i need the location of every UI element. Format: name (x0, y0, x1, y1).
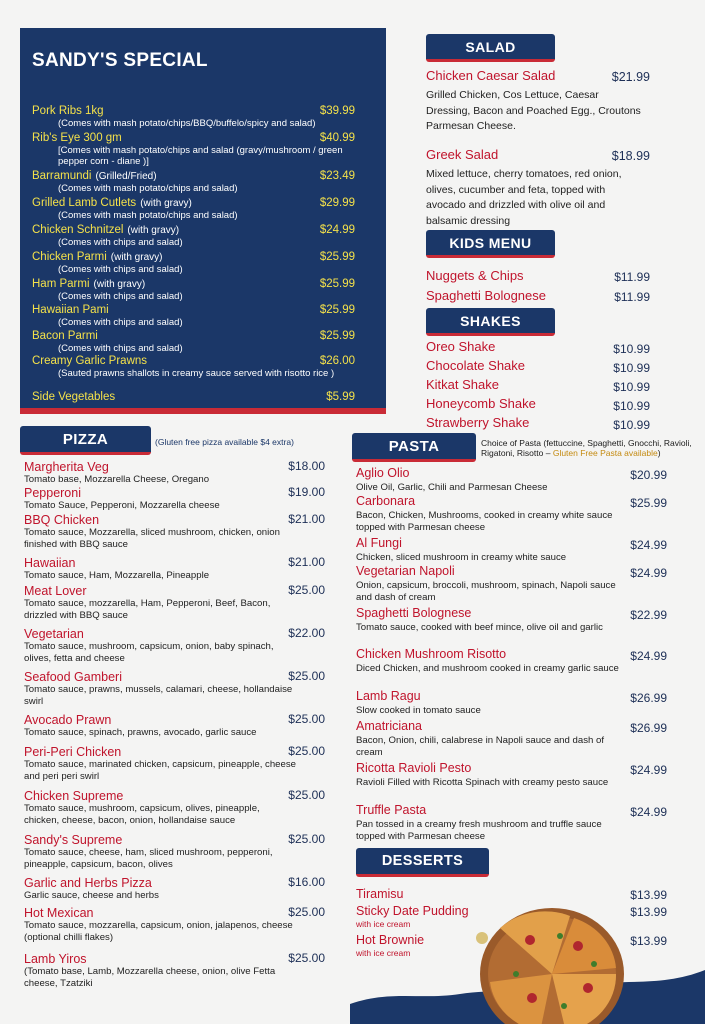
pizza-item-name: Margherita Veg (24, 460, 109, 474)
special-item-price: $5.99 (326, 391, 355, 403)
pasta-item-desc: Onion, capsicum, broccoli, mushroom, spinach, Napoli sauce and dash of cream (356, 580, 616, 603)
pizza-item-desc: Tomato sauce, marinated chicken, capsicum, pineapple, cheese and peri peri swirl (24, 759, 296, 782)
special-item (32, 330, 355, 343)
pizza-item-name: Garlic and Herbs Pizza (24, 876, 152, 890)
pasta-item-price: $25.99 (630, 496, 667, 510)
special-item-name (32, 105, 108, 118)
pizza-item-price: $25.00 (288, 832, 325, 846)
special-item-desc: (Comes with mash potato/chips and salad) (58, 210, 238, 221)
special-item-title: Pork Ribs 1kg (32, 105, 104, 117)
special-item-name (32, 251, 162, 264)
pizza-item-price: $25.00 (288, 669, 325, 683)
salad-item-name: Chicken Caesar Salad (426, 68, 556, 83)
pasta-note-end: ) (657, 448, 661, 458)
shake-item-name: Kitkat Shake (426, 377, 499, 392)
special-item (32, 224, 355, 237)
kids-item-name: Spaghetti Bolognese (426, 288, 546, 303)
salad-item-name: Greek Salad (426, 147, 499, 162)
pasta-item-price: $20.99 (630, 468, 667, 482)
special-item-name (32, 170, 157, 183)
special-item-price: $25.99 (319, 278, 355, 290)
pizza-item-desc: Tomato sauce, Ham, Mozzarella, Pineapple (24, 570, 210, 581)
dessert-item-desc: with ice cream (356, 919, 411, 929)
salad-item-price: $21.99 (611, 70, 650, 84)
kids-item-price: $11.99 (614, 290, 650, 304)
shakes-badge (426, 308, 555, 336)
kids-title: KIDS MENU (449, 234, 532, 251)
pasta-item-name: Spaghetti Bolognese (356, 606, 472, 620)
salad-badge (426, 34, 555, 62)
salad-item-desc: Grilled Chicken, Cos Lettuce, Caesar Dressing, Bacon and Poached Egg., Croutons Parmesan Cheese. (426, 89, 641, 132)
special-item-price: $39.99 (319, 105, 355, 117)
pizza-item-price: $16.00 (288, 875, 325, 889)
pasta-item-price: $26.99 (630, 721, 667, 735)
special-item-desc: (Sauted prawns shallots in creamy sauce served with risotto rice ) (58, 368, 335, 379)
special-item-desc: (Comes with mash potato/chips and salad) (58, 183, 238, 194)
special-item (32, 132, 355, 145)
desserts-title: DESSERTS (381, 853, 464, 869)
special-title: SANDY'S SPECIAL (32, 50, 208, 71)
pasta-item-desc: Pan tossed in a creamy fresh mushroom and truffle sauce topped with Parmesan cheese (356, 819, 602, 842)
pasta-item-name: Aglio Olio (356, 466, 410, 480)
shake-item-price: $10.99 (613, 361, 650, 375)
pasta-item-name: Lamb Ragu (356, 689, 421, 703)
special-item-name (32, 197, 192, 210)
special-item (32, 251, 355, 264)
special-item-title: Side Vegetables (32, 391, 116, 403)
dessert-item-name: Tiramisu (356, 887, 404, 901)
pasta-item-price: $24.99 (630, 649, 667, 663)
pizza-item-desc: Tomato base, Mozzarella Cheese, Oregano (24, 474, 210, 485)
special-item (32, 105, 355, 118)
special-item-name (32, 132, 126, 145)
pasta-item-desc: Chicken, sliced mushroom in creamy white sauce (356, 552, 567, 563)
special-item-name (32, 391, 119, 404)
special-item-desc: (Comes with chips and salad) (58, 317, 183, 328)
pizza-title: PIZZA (62, 430, 109, 448)
pasta-item-desc: Bacon, Chicken, Mushrooms, cooked in creamy white sauce topped with Parmesan cheese (356, 510, 613, 533)
pasta-item-name: Chicken Mushroom Risotto (356, 647, 507, 661)
shake-item-name: Oreo Shake (426, 339, 496, 354)
special-item-name (32, 355, 151, 368)
special-item-title: Bacon Parmi (32, 330, 98, 342)
dessert-item-desc: with ice cream (356, 948, 411, 958)
special-item-note: (with gravy) (127, 225, 180, 236)
special-item-title: Rib's Eye 300 gm (32, 132, 122, 144)
kids-menu-badge (426, 230, 555, 258)
pasta-item-desc: Tomato sauce, cooked with beef mince, olive oil and garlic (356, 622, 603, 633)
pizza-item-name: Peri-Peri Chicken (24, 745, 122, 759)
shake-item-price: $10.99 (613, 418, 650, 432)
pasta-item-name: Amatriciana (356, 719, 422, 733)
shake-item-name: Strawberry Shake (426, 415, 530, 430)
special-item-name (32, 304, 113, 317)
pizza-item-price: $19.00 (288, 485, 325, 499)
pizza-item-desc: Tomato sauce, mushroom, capsicum, olives, pineapple, chicken, cheese, bacon, onion, hollandaise sauce (24, 803, 260, 826)
special-item-title: Barramundi (32, 170, 92, 182)
special-item-desc: (Comes with mash potato/chips/BBQ/buffelo/spicy and salad) (58, 118, 316, 129)
special-item-note: (with gravy) (140, 198, 192, 209)
pizza-item-name: Meat Lover (24, 584, 87, 598)
pasta-item-price: $24.99 (630, 566, 667, 580)
pizza-item-desc: Tomato sauce, Mozzarella, sliced mushroom, chicken, onion finished with BBQ sauce (24, 527, 280, 550)
special-item-desc: (Comes with chips and salad) (58, 343, 183, 354)
pasta-item-name: Ricotta Ravioli Pesto (356, 761, 472, 775)
special-item-name (32, 330, 102, 343)
pasta-item-desc: Slow cooked in tomato sauce (356, 705, 481, 716)
pasta-item-desc: Diced Chicken, and mushroom cooked in creamy garlic sauce (356, 663, 619, 674)
pasta-gluten-free-note: Gluten Free Pasta available (552, 448, 658, 458)
pizza-board-icon (470, 898, 630, 1024)
pizza-item-desc: Garlic sauce, cheese and herbs (24, 890, 159, 901)
special-item-price: $29.99 (319, 197, 355, 209)
pasta-badge (352, 433, 476, 462)
special-item-name (32, 224, 179, 237)
special-item-title: Hawaiian Pami (32, 304, 109, 316)
special-item-price: $24.99 (319, 224, 355, 236)
pizza-item-name: Hawaiian (24, 556, 76, 570)
special-item-price: $23.49 (319, 170, 355, 182)
pasta-item-price: $24.99 (630, 763, 667, 777)
pizza-item-name: Avocado Prawn (24, 713, 112, 727)
special-item (32, 170, 355, 183)
pizza-item-price: $25.00 (288, 788, 325, 802)
pasta-item-desc: Ravioli Filled with Ricotta Spinach with creamy pesto sauce (356, 777, 609, 788)
shake-item-name: Honeycomb Shake (426, 396, 536, 411)
dessert-item-name: Hot Brownie (356, 933, 425, 947)
special-item-title: Grilled Lamb Cutlets (32, 197, 137, 209)
pizza-item-price: $22.00 (288, 626, 325, 640)
special-item-note: (Grilled/Fried) (95, 171, 157, 182)
special-item-note: (with gravy) (93, 279, 146, 290)
special-item-price: $25.99 (319, 251, 355, 263)
pizza-item-price: $21.00 (288, 512, 325, 526)
pizza-item-name: Pepperoni (24, 486, 81, 500)
shake-item-price: $10.99 (613, 342, 650, 356)
pasta-item-desc: Olive Oil, Garlic, Chili and Parmesan Cheese (356, 482, 548, 493)
dessert-item-name: Sticky Date Pudding (356, 904, 469, 918)
special-item-desc: [Comes with mash potato/chips and salad (gravy/mushroom / green pepper corn - diane )] (58, 145, 343, 167)
pizza-item-desc: Tomato sauce, cheese, ham, sliced mushroom, pepperoni, pineapple, capsicum, bacon, olives (24, 847, 273, 870)
special-item-title: Creamy Garlic Prawns (32, 355, 148, 367)
dessert-item-price: $13.99 (630, 905, 667, 919)
pizza-item-price: $25.00 (288, 712, 325, 726)
dessert-item-price: $13.99 (630, 934, 667, 948)
pizza-item-desc: Tomato sauce, mushroom, capsicum, onion, baby spinach, olives, fetta and cheese (24, 641, 274, 664)
pasta-item-name: Carbonara (356, 494, 416, 508)
pasta-item-name: Truffle Pasta (356, 803, 427, 817)
pizza-item-name: Chicken Supreme (24, 789, 124, 803)
special-item-price: $40.99 (319, 132, 355, 144)
pizza-item-desc: Tomato sauce, spinach, prawns, avocado, garlic sauce (24, 727, 257, 738)
shake-item-price: $10.99 (613, 380, 650, 394)
pizza-item-name: Sandy's Supreme (24, 833, 123, 847)
special-item-desc: (Comes with chips and salad) (58, 264, 183, 275)
salad-item-desc: Mixed lettuce, cherry tomatoes, red onion, olives, cucumber and feta, topped with avocado and drizzled with olive oil and balsamic dressing (426, 168, 622, 227)
pasta-item-price: $24.99 (630, 538, 667, 552)
special-item-note: (with gravy) (110, 252, 163, 263)
special-item (32, 304, 355, 317)
kids-item-price: $11.99 (614, 270, 650, 284)
special-item-price: $26.00 (319, 355, 355, 367)
pizza-item-name: Vegetarian (24, 627, 84, 641)
pizza-item-price: $25.00 (288, 951, 325, 965)
dessert-item-price: $13.99 (630, 888, 667, 902)
pizza-item-price: $21.00 (288, 555, 325, 569)
pasta-title: PASTA (388, 437, 440, 455)
pasta-item-price: $26.99 (630, 691, 667, 705)
special-item-title: Chicken Parmi (32, 251, 107, 263)
kids-item-name: Nuggets & Chips (426, 268, 524, 283)
pizza-item-name: Seafood Gamberi (24, 670, 122, 684)
pasta-item-price: $22.99 (630, 608, 667, 622)
pasta-note-text: Choice of Pasta (fettuccine, Spaghetti, Gnocchi, Ravioli, Rigatoni, Risotto – (481, 438, 692, 458)
pizza-item-name: Lamb Yiros (24, 952, 87, 966)
shake-item-price: $10.99 (613, 399, 650, 413)
pasta-item-name: Vegetarian Napoli (356, 564, 455, 578)
salad-item-price: $18.99 (611, 149, 650, 163)
pasta-item-price: $24.99 (630, 805, 667, 819)
special-item (32, 197, 355, 210)
pizza-item-desc: Tomato sauce, prawns, mussels, calamari, cheese, hollandaise swirl (24, 684, 293, 707)
special-item (32, 278, 355, 291)
salad-title: SALAD (465, 38, 516, 55)
pizza-gluten-note: (Gluten free pizza available $4 extra) (155, 437, 294, 447)
pasta-item-name: Al Fungi (356, 536, 402, 550)
pizza-item-price: $25.00 (288, 905, 325, 919)
pizza-item-desc: Tomato Sauce, Pepperoni, Mozzarella cheese (24, 500, 220, 511)
special-item (32, 355, 355, 368)
pizza-item-name: BBQ Chicken (24, 513, 100, 527)
special-item-title: Ham Parmi (32, 278, 90, 290)
pizza-item-desc: Tomato sauce, mozzarella, Ham, Pepperoni, Beef, Bacon, drizzled with BBQ sauce (24, 598, 271, 621)
pizza-item-desc: (Tomato base, Lamb, Mozzarella cheese, onion, olive Fetta cheese, Tzatziki (24, 966, 276, 989)
pizza-item-price: $25.00 (288, 583, 325, 597)
special-item (32, 391, 355, 404)
special-item-desc: (Comes with chips and salad) (58, 237, 183, 248)
pizza-badge (20, 426, 151, 455)
shake-item-name: Chocolate Shake (426, 358, 526, 373)
special-item-name (32, 278, 145, 291)
pizza-item-price: $18.00 (288, 459, 325, 473)
desserts-badge (356, 848, 489, 877)
pasta-choice-note (481, 438, 703, 458)
special-item-title: Chicken Schnitzel (32, 224, 124, 236)
special-item-desc: (Comes with chips and salad) (58, 291, 183, 302)
pizza-item-name: Hot Mexican (24, 906, 94, 920)
pizza-item-price: $25.00 (288, 744, 325, 758)
shakes-title: SHAKES (460, 312, 521, 329)
special-item-price: $25.99 (319, 330, 355, 342)
pizza-item-desc: Tomato sauce, mozzarella, capsicum, onion, jalapenos, cheese (optional chilli flakes) (24, 920, 293, 943)
special-item-price: $25.99 (319, 304, 355, 316)
pasta-item-desc: Bacon, Onion, chili, calabrese in Napoli sauce and dash of cream (356, 735, 604, 758)
